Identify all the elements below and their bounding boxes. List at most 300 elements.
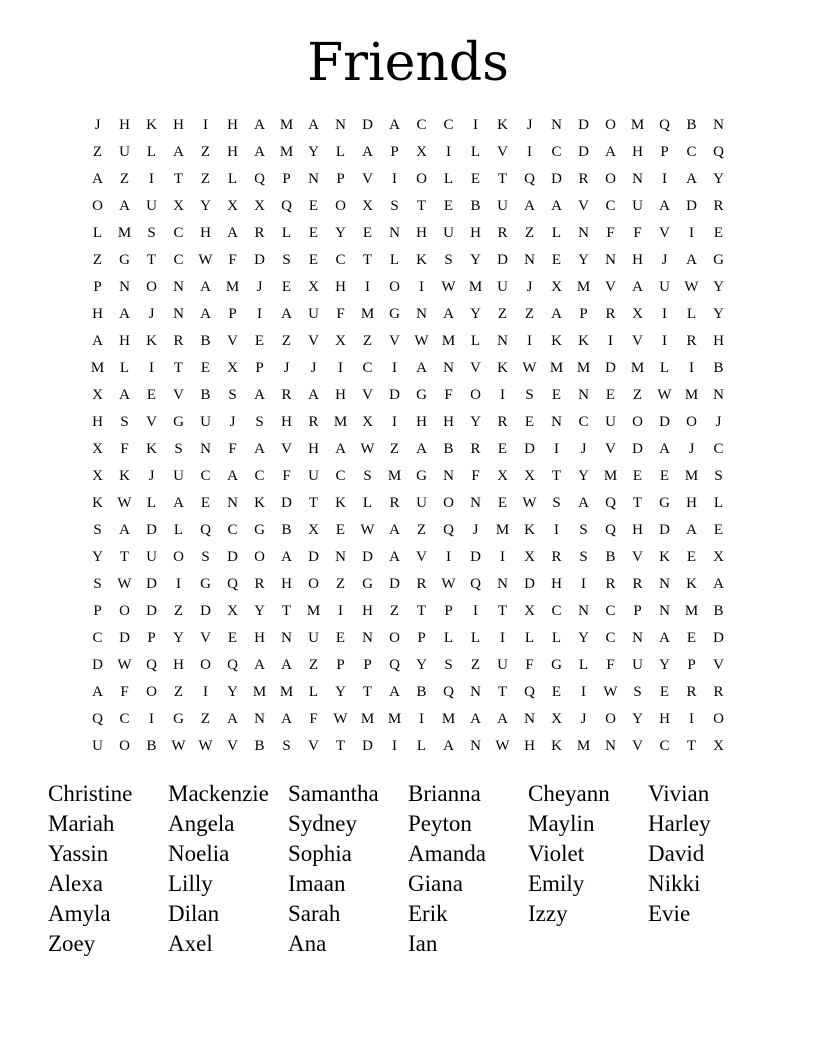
grid-letter: M — [90, 360, 105, 376]
word-list-item: Evie — [648, 901, 691, 926]
grid-letter: B — [254, 738, 265, 754]
grid-letter: C — [551, 603, 562, 619]
grid-letter: K — [92, 495, 103, 511]
grid-letter: X — [92, 441, 103, 457]
grid-letter: J — [94, 117, 101, 133]
word-list-item: Vivian — [648, 781, 710, 806]
grid-letter: U — [119, 144, 130, 160]
grid-letter: E — [308, 198, 319, 214]
grid-letter: X — [416, 144, 427, 160]
grid-letter: Z — [470, 657, 481, 673]
grid-letter: I — [554, 522, 559, 538]
grid-letter: P — [660, 144, 669, 160]
grid-letter: H — [416, 414, 427, 430]
grid-letter: Q — [524, 684, 535, 700]
grid-letter: N — [173, 279, 184, 295]
grid-letter: Q — [443, 522, 454, 538]
word-list-item: Cheyann — [528, 781, 610, 806]
grid-letter: Y — [335, 684, 346, 700]
grid-letter: A — [713, 576, 724, 592]
grid-letter: X — [497, 468, 508, 484]
grid-letter: Z — [632, 387, 643, 403]
grid-letter: R — [173, 333, 184, 349]
grid-letter: T — [632, 495, 643, 511]
grid-letter: R — [389, 495, 400, 511]
grid-letter: O — [605, 171, 616, 187]
grid-letter: H — [551, 576, 562, 592]
grid-letter: Y — [227, 684, 238, 700]
letter-grid — [84, 112, 732, 760]
grid-letter: Z — [281, 333, 292, 349]
grid-letter: Q — [524, 171, 535, 187]
grid-letter: U — [200, 414, 211, 430]
grid-letter: A — [551, 306, 562, 322]
word-list-item: Samantha — [288, 781, 379, 806]
grid-letter: X — [308, 279, 319, 295]
grid-letter: H — [632, 144, 643, 160]
grid-letter: L — [281, 225, 292, 241]
grid-letter: M — [333, 414, 348, 430]
grid-letter: L — [146, 144, 157, 160]
grid-letter: N — [551, 414, 562, 430]
grid-letter: W — [117, 657, 132, 673]
grid-letter: F — [606, 657, 615, 673]
grid-letter: N — [470, 738, 481, 754]
grid-letter: P — [93, 603, 102, 619]
grid-letter: M — [630, 117, 645, 133]
grid-letter: L — [551, 630, 562, 646]
grid-letter: Y — [713, 279, 724, 295]
grid-letter: I — [500, 387, 505, 403]
grid-letter: H — [362, 603, 373, 619]
grid-letter: M — [576, 279, 591, 295]
grid-letter: A — [119, 522, 130, 538]
grid-letter: F — [228, 441, 237, 457]
grid-letter: N — [335, 117, 346, 133]
grid-letter: Q — [254, 171, 265, 187]
grid-letter: O — [605, 117, 616, 133]
grid-letter: I — [581, 684, 586, 700]
grid-letter: F — [606, 225, 615, 241]
grid-letter: H — [281, 576, 292, 592]
grid-letter: J — [580, 711, 587, 727]
grid-letter: S — [282, 252, 291, 268]
grid-letter: I — [392, 171, 397, 187]
grid-letter: Q — [443, 684, 454, 700]
grid-letter: L — [416, 738, 427, 754]
word-list-item: Amyla — [48, 901, 111, 926]
grid-letter: E — [551, 387, 562, 403]
grid-letter: U — [146, 198, 157, 214]
grid-letter: M — [279, 144, 294, 160]
grid-letter: I — [149, 171, 154, 187]
grid-letter: I — [365, 279, 370, 295]
grid-letter: A — [173, 144, 184, 160]
grid-letter: C — [605, 630, 616, 646]
grid-letter: A — [227, 711, 238, 727]
grid-letter: N — [254, 711, 265, 727]
grid-letter: Z — [200, 711, 211, 727]
grid-letter: R — [308, 414, 319, 430]
word-list-item: Mariah — [48, 811, 115, 836]
grid-letter: S — [282, 738, 291, 754]
grid-letter: V — [659, 225, 670, 241]
grid-letter: Z — [119, 171, 130, 187]
grid-letter: L — [551, 225, 562, 241]
grid-letter: I — [554, 441, 559, 457]
grid-letter: A — [227, 468, 238, 484]
grid-letter: Z — [389, 603, 400, 619]
grid-letter: I — [662, 171, 667, 187]
grid-letter: A — [578, 495, 589, 511]
grid-letter: D — [281, 495, 292, 511]
grid-letter: K — [335, 495, 346, 511]
grid-letter: M — [441, 711, 456, 727]
grid-letter: H — [227, 144, 238, 160]
grid-letter: O — [335, 198, 346, 214]
grid-letter: Z — [92, 144, 103, 160]
grid-letter: D — [470, 549, 481, 565]
grid-letter: O — [173, 549, 184, 565]
word-list-item: Alexa — [48, 871, 103, 896]
grid-letter: V — [173, 387, 184, 403]
grid-letter: X — [227, 198, 238, 214]
grid-letter: P — [282, 171, 291, 187]
grid-letter: M — [441, 333, 456, 349]
grid-letter: I — [500, 630, 505, 646]
grid-letter: M — [360, 306, 375, 322]
grid-letter: Z — [524, 225, 535, 241]
grid-letter: S — [255, 414, 264, 430]
grid-letter: H — [524, 738, 535, 754]
grid-letter: U — [173, 468, 184, 484]
grid-letter: R — [605, 576, 616, 592]
grid-letter: S — [174, 441, 183, 457]
grid-letter: A — [497, 711, 508, 727]
grid-letter: Y — [713, 306, 724, 322]
grid-letter: C — [92, 630, 103, 646]
grid-letter: O — [92, 198, 103, 214]
grid-letter: C — [713, 441, 724, 457]
grid-letter: C — [173, 225, 184, 241]
grid-letter: V — [632, 738, 643, 754]
grid-letter: D — [92, 657, 103, 673]
grid-letter: X — [632, 306, 643, 322]
grid-letter: X — [92, 387, 103, 403]
grid-letter: H — [308, 441, 319, 457]
grid-letter: N — [713, 387, 724, 403]
grid-letter: X — [551, 279, 562, 295]
grid-letter: L — [443, 171, 454, 187]
grid-letter: I — [689, 711, 694, 727]
grid-letter: I — [149, 360, 154, 376]
word-list-item: Harley — [648, 811, 711, 836]
grid-letter: X — [92, 468, 103, 484]
grid-letter: D — [524, 576, 535, 592]
word-list-item: Sarah — [288, 901, 341, 926]
grid-letter: V — [416, 549, 427, 565]
grid-letter: L — [389, 252, 400, 268]
grid-letter: N — [551, 117, 562, 133]
grid-letter: C — [335, 252, 346, 268]
grid-letter: D — [254, 252, 265, 268]
grid-letter: D — [524, 441, 535, 457]
grid-letter: E — [254, 333, 265, 349]
grid-letter: A — [254, 387, 265, 403]
grid-letter: L — [470, 144, 481, 160]
grid-letter: K — [416, 252, 427, 268]
grid-letter: X — [227, 360, 238, 376]
grid-letter: T — [416, 603, 427, 619]
word-list-item: Amanda — [408, 841, 486, 866]
grid-letter: U — [632, 198, 643, 214]
grid-letter: T — [551, 468, 562, 484]
grid-letter: Q — [227, 576, 238, 592]
grid-letter: E — [686, 630, 697, 646]
grid-letter: N — [470, 495, 481, 511]
grid-letter: Y — [200, 198, 211, 214]
grid-letter: H — [470, 225, 481, 241]
grid-letter: K — [551, 738, 562, 754]
grid-letter: A — [200, 279, 211, 295]
grid-letter: I — [446, 549, 451, 565]
grid-letter: J — [688, 441, 695, 457]
grid-letter: A — [254, 657, 265, 673]
grid-letter: H — [119, 333, 130, 349]
grid-letter: A — [551, 198, 562, 214]
grid-letter: B — [200, 333, 211, 349]
word-list-item: Erik — [408, 901, 448, 926]
grid-letter: C — [254, 468, 265, 484]
grid-letter: B — [470, 198, 481, 214]
grid-letter: N — [713, 117, 724, 133]
grid-letter: M — [360, 711, 375, 727]
grid-letter: O — [605, 711, 616, 727]
grid-letter: M — [279, 684, 294, 700]
grid-letter: G — [416, 387, 427, 403]
grid-letter: N — [362, 630, 373, 646]
grid-letter: A — [389, 549, 400, 565]
grid-letter: X — [713, 738, 724, 754]
grid-letter: A — [443, 306, 454, 322]
grid-letter: Y — [713, 171, 724, 187]
grid-letter: L — [146, 495, 157, 511]
grid-letter: V — [470, 360, 481, 376]
grid-letter: Y — [632, 711, 643, 727]
grid-letter: Q — [227, 657, 238, 673]
grid-letter: K — [659, 549, 670, 565]
grid-letter: N — [281, 630, 292, 646]
grid-letter: D — [389, 387, 400, 403]
grid-letter: E — [308, 225, 319, 241]
grid-letter: A — [254, 117, 265, 133]
grid-letter: G — [713, 252, 724, 268]
grid-letter: T — [173, 360, 184, 376]
grid-letter: F — [120, 684, 129, 700]
grid-letter: I — [149, 711, 154, 727]
grid-letter: V — [605, 279, 616, 295]
grid-letter: H — [92, 306, 103, 322]
grid-letter: N — [389, 225, 400, 241]
grid-letter: Z — [173, 684, 184, 700]
grid-letter: E — [713, 225, 724, 241]
grid-letter: E — [551, 684, 562, 700]
grid-letter: W — [198, 738, 213, 754]
grid-letter: E — [497, 495, 508, 511]
grid-letter: N — [200, 441, 211, 457]
word-list-item: Izzy — [528, 901, 568, 926]
grid-letter: Q — [605, 522, 616, 538]
grid-letter: A — [119, 198, 130, 214]
grid-letter: L — [443, 630, 454, 646]
grid-letter: K — [254, 495, 265, 511]
grid-letter: S — [93, 576, 102, 592]
grid-letter: H — [335, 279, 346, 295]
word-list-item: Peyton — [408, 811, 472, 836]
grid-letter: I — [608, 333, 613, 349]
grid-letter: I — [176, 576, 181, 592]
grid-letter: P — [147, 630, 156, 646]
grid-letter: E — [362, 225, 373, 241]
grid-letter: Q — [659, 117, 670, 133]
grid-letter: C — [200, 468, 211, 484]
word-list-item: David — [648, 841, 705, 866]
grid-letter: G — [200, 576, 211, 592]
grid-letter: B — [713, 603, 724, 619]
grid-letter: H — [632, 522, 643, 538]
grid-letter: I — [527, 333, 532, 349]
grid-letter: R — [713, 198, 724, 214]
grid-letter: F — [444, 387, 453, 403]
grid-letter: N — [632, 630, 643, 646]
grid-letter: R — [686, 684, 697, 700]
grid-letter: I — [392, 738, 397, 754]
grid-letter: O — [146, 684, 157, 700]
grid-letter: G — [173, 414, 184, 430]
grid-letter: T — [146, 252, 157, 268]
grid-letter: Z — [497, 306, 508, 322]
grid-letter: A — [227, 225, 238, 241]
grid-letter: T — [497, 684, 508, 700]
grid-letter: A — [605, 144, 616, 160]
grid-letter: C — [335, 468, 346, 484]
grid-letter: Y — [335, 225, 346, 241]
grid-letter: H — [281, 414, 292, 430]
grid-letter: I — [392, 414, 397, 430]
page-title: Friends — [307, 33, 509, 93]
grid-letter: C — [686, 144, 697, 160]
grid-letter: Y — [578, 630, 589, 646]
grid-letter: A — [659, 630, 670, 646]
grid-letter: J — [472, 522, 479, 538]
grid-letter: M — [576, 738, 591, 754]
grid-letter: N — [119, 279, 130, 295]
grid-letter: D — [308, 549, 319, 565]
grid-letter: P — [579, 306, 588, 322]
grid-letter: O — [308, 576, 319, 592]
grid-letter: A — [389, 522, 400, 538]
grid-letter: G — [551, 657, 562, 673]
grid-letter: D — [389, 576, 400, 592]
grid-letter: X — [227, 603, 238, 619]
grid-letter: Q — [92, 711, 103, 727]
grid-letter: A — [470, 711, 481, 727]
grid-letter: O — [686, 414, 697, 430]
grid-letter: D — [362, 738, 373, 754]
grid-letter: A — [254, 441, 265, 457]
grid-letter: L — [470, 630, 481, 646]
grid-letter: P — [390, 144, 399, 160]
grid-letter: G — [362, 576, 373, 592]
grid-letter: A — [119, 387, 130, 403]
grid-letter: H — [443, 414, 454, 430]
grid-letter: R — [470, 441, 481, 457]
grid-letter: A — [308, 387, 319, 403]
grid-letter: X — [524, 603, 535, 619]
word-list-item: Lilly — [168, 871, 213, 896]
grid-letter: N — [470, 684, 481, 700]
grid-letter: I — [338, 360, 343, 376]
word-list-item: Yassin — [48, 841, 109, 866]
grid-letter: Y — [254, 603, 265, 619]
grid-letter: M — [684, 603, 699, 619]
word-list-item: Giana — [408, 871, 463, 896]
grid-letter: Z — [200, 171, 211, 187]
grid-letter: W — [495, 738, 510, 754]
grid-letter: A — [281, 711, 292, 727]
grid-letter: M — [603, 468, 618, 484]
grid-letter: F — [336, 306, 345, 322]
grid-letter: T — [497, 171, 508, 187]
grid-letter: B — [200, 387, 211, 403]
grid-letter: X — [308, 522, 319, 538]
word-list-item: Violet — [528, 841, 585, 866]
grid-letter: F — [282, 468, 291, 484]
grid-letter: P — [336, 171, 345, 187]
grid-letter: R — [254, 576, 265, 592]
grid-letter: S — [201, 549, 210, 565]
grid-letter: Q — [470, 576, 481, 592]
grid-letter: T — [119, 549, 130, 565]
grid-letter: Z — [92, 252, 103, 268]
grid-letter: D — [551, 171, 562, 187]
grid-letter: C — [416, 117, 427, 133]
grid-letter: Z — [416, 522, 427, 538]
grid-letter: N — [173, 306, 184, 322]
grid-letter: E — [470, 171, 481, 187]
grid-letter: A — [416, 441, 427, 457]
grid-letter: S — [579, 549, 588, 565]
grid-letter: V — [281, 441, 292, 457]
grid-letter: J — [526, 279, 533, 295]
grid-letter: A — [632, 279, 643, 295]
grid-letter: T — [281, 603, 292, 619]
grid-letter: P — [255, 360, 264, 376]
grid-letter: U — [605, 414, 616, 430]
grid-letter: N — [443, 468, 454, 484]
grid-letter: A — [173, 495, 184, 511]
grid-letter: T — [686, 738, 697, 754]
word-list-item: Sophia — [288, 841, 352, 866]
grid-letter: E — [227, 630, 238, 646]
word-list-item: Imaan — [288, 871, 346, 896]
grid-letter: D — [362, 549, 373, 565]
grid-letter: D — [146, 603, 157, 619]
grid-letter: D — [713, 630, 724, 646]
grid-letter: M — [117, 225, 132, 241]
grid-letter: I — [203, 117, 208, 133]
grid-letter: X — [524, 468, 535, 484]
